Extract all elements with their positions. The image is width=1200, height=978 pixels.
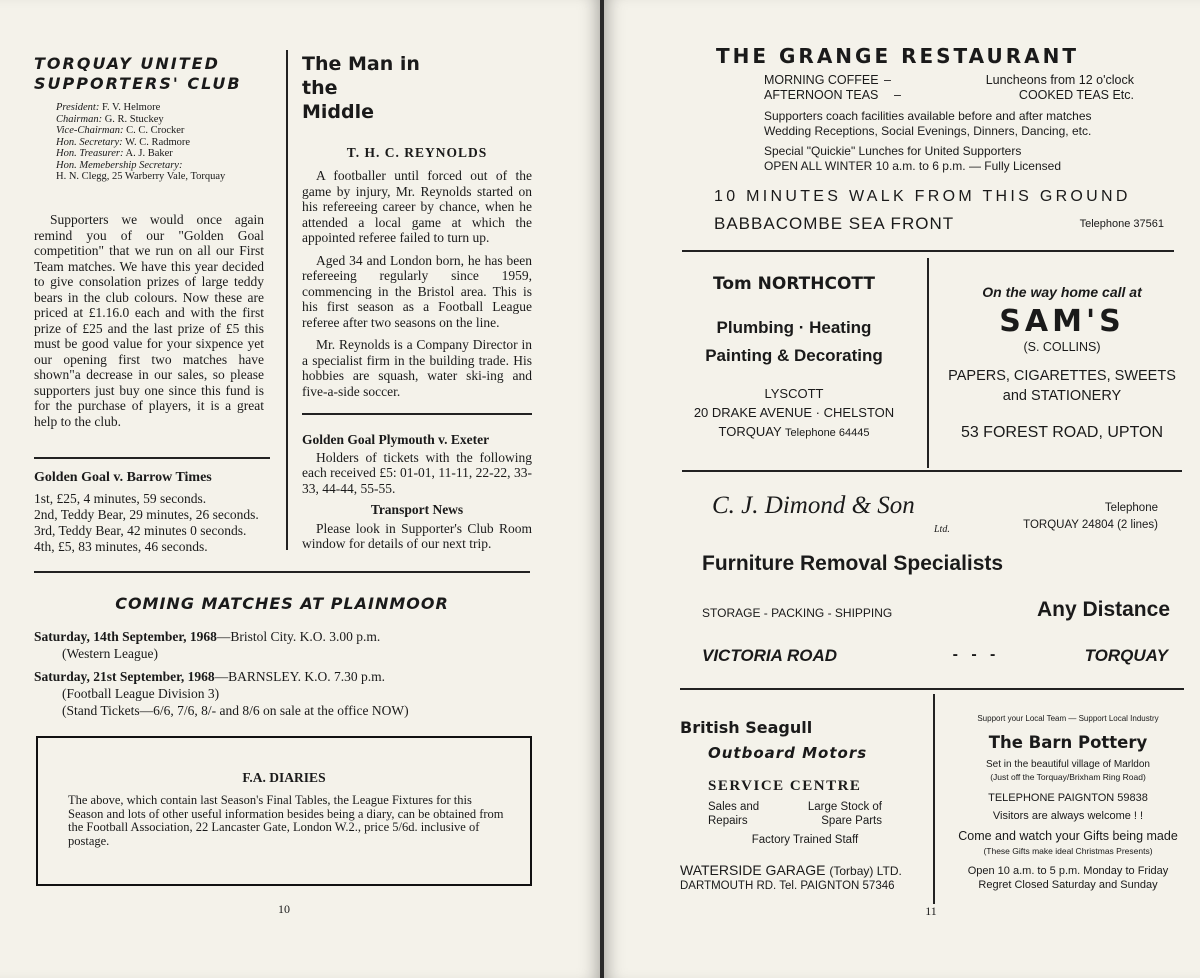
man-in-middle-title (302, 52, 502, 124)
match-note: (Stand Tickets—6/6, 7/6, 8/- and 8/6 on sale at the office NOW) (62, 703, 409, 718)
seagull-service: SERVICE CENTRE (708, 778, 862, 794)
divider (682, 250, 1174, 252)
officer-row (56, 114, 276, 126)
article-paragraph: Mr. Reynolds is a Company Director in a specialist firm in the building trade. His hobbies are squash, water ski-ing and five-a-side soccer. (302, 337, 532, 399)
sams-goods (934, 366, 1190, 406)
dimond-town: TORQUAY (1084, 646, 1168, 665)
page-number: 11 (925, 904, 937, 918)
grange-dash: – (884, 73, 891, 87)
seagull-garage-line (680, 862, 940, 878)
northcott-town: TORQUAY (718, 424, 782, 439)
divider (680, 688, 1184, 690)
grange-line (764, 73, 1134, 88)
man-in-middle-title-line3: Middle (302, 101, 375, 123)
barn-watch: Come and watch your Gifts being made (958, 829, 1178, 843)
match-detail: —Bristol City. K.O. 3.00 p.m. (216, 629, 381, 644)
plymouth-exeter (302, 432, 532, 496)
officer-name: A. J. Baker (125, 148, 173, 159)
sams-goods-line: PAPERS, CIGARETTES, SWEETS (948, 368, 1176, 384)
dimond-services: STORAGE - PACKING - SHIPPING (702, 606, 893, 620)
man-in-middle-title-line2: the (302, 77, 338, 99)
grange-location: BABBACOMBE SEA FRONT (714, 214, 955, 233)
officer-row (56, 137, 276, 149)
barrow-row: 1st, £25, 4 minutes, 59 seconds. (34, 491, 207, 506)
officer-name: C. C. Crocker (126, 125, 185, 136)
sams-title: SAM'S (999, 304, 1125, 339)
seagull-garage: WATERSIDE GARAGE (680, 862, 826, 878)
grange-line: Special "Quickie" Lunches for United Supporters (764, 144, 1022, 158)
fa-diaries-heading: F.A. DIARIES (242, 770, 326, 785)
divider (34, 457, 270, 459)
coming-matches-list (34, 628, 554, 719)
divider (682, 470, 1182, 472)
seagull-garage-sub: (Torbay) LTD. (829, 864, 902, 878)
supporters-club-title-line1: TORQUAY UNITED (34, 54, 220, 73)
seagull-stock-line: Large Stock of (807, 801, 882, 813)
supporters-club-title-line2: SUPPORTERS' CLUB (34, 74, 242, 93)
grange-line: Wedding Receptions, Social Evenings, Dinners, Dancing, etc. (764, 124, 1092, 138)
barrow-row: 3rd, Teddy Bear, 42 minutes 0 seconds. (34, 523, 247, 538)
golden-goal-notice: Supporters we would once again remind you of our "Golden Goal competition" that we run on all our First Team matches. We have this year decided to give consolation prizes of large teddy bears in the club colours. Now these are priced at £1.16.0 each and with the first prize of £25 and the last prize of £5 this must be good value for your sixpence yet our opening first two matches have shown"a decrease in our sales, so please supporters just buy one since this fund is for the purchase of players, it is a great help to the club. (34, 212, 264, 429)
barn-title: The Barn Pottery (988, 733, 1148, 752)
plymouth-heading: Golden Goal Plymouth v. Exeter (302, 432, 490, 447)
officer-name: G. R. Stuckey (104, 113, 164, 125)
northcott-town-line (664, 422, 924, 443)
dimond-road: VICTORIA ROAD (702, 646, 838, 665)
seagull-subtitle: Outboard Motors (708, 744, 868, 762)
match-date: Saturday, 14th September, 1968 (34, 629, 217, 644)
right-page (604, 0, 1200, 978)
man-in-middle-title-line1: The Man in (302, 53, 420, 75)
officer-row (56, 125, 276, 137)
grange-line: OPEN ALL WINTER 10 a.m. to 6 p.m. — Fully Licensed (764, 159, 1061, 173)
northcott-street: 20 DRAKE AVENUE · CHELSTON (693, 405, 895, 420)
plymouth-body: Holders of tickets with the following each received £5: 01-01, 11-11, 22-22, 33-33, 44-44, 55-55. (302, 449, 532, 496)
officer-role: Vice-Chairman: (56, 125, 124, 136)
transport-news (302, 502, 532, 552)
dimond-dashes: - - - (952, 646, 996, 663)
match-note: (Western League) (62, 646, 158, 661)
referee-article (302, 168, 532, 399)
northcott-title: Tom NORTHCOTT (713, 274, 875, 294)
sams-address: 53 FOREST ROAD, UPTON (960, 424, 1164, 441)
article-paragraph: Aged 34 and London born, he has been refereeing regularly since 1959, commencing in the Bristol area. This is his first season as a Football League referee after two seasons on the line. (302, 252, 532, 330)
grange-item: MORNING COFFEE (764, 73, 879, 87)
sams-goods-line: and STATIONERY (1002, 388, 1122, 404)
article-paragraph: A footballer until forced out of the game by injury, Mr. Reynolds started on his refereeing career by chance, when he attended a local game at which the appointed referee failed to turn up. (302, 168, 532, 245)
grange-details (764, 73, 1134, 174)
fa-diaries-body: The above, which contain last Season's Final Tables, the League Fixtures for this Season and lots of other useful information besides being a diary, can be obtained from the Football Association, 22 Lancaster Gate, London W.2., price 5/6d. inclusive of postage. (68, 793, 504, 848)
seagull-sales-line: Repairs (708, 815, 748, 827)
seagull-title: British Seagull (680, 718, 813, 737)
seagull-stock (790, 800, 882, 828)
dimond-tel-label: Telephone (1104, 502, 1158, 514)
northcott-services (664, 314, 924, 370)
match-row (34, 628, 554, 645)
barn-hours (940, 864, 1196, 892)
officers-list (56, 102, 276, 183)
transport-heading: Transport News (370, 502, 464, 517)
dimond-ltd: Ltd. (934, 524, 950, 535)
match-detail: —BARNSLEY. K.O. 7.30 p.m. (214, 669, 386, 684)
dimond-tel-number: TORQUAY 24804 (2 lines) (1023, 519, 1158, 531)
officer-name: W. C. Radmore (125, 136, 191, 148)
sams-owner: (S. COLLINS) (1023, 340, 1101, 354)
supporters-club-heading (34, 54, 274, 94)
barrow-row: 2nd, Teddy Bear, 29 minutes, 26 seconds. (34, 507, 259, 522)
transport-body: Please look in Supporter's Club Room window for details of our next trip. (302, 520, 532, 551)
seagull-sales (708, 800, 798, 828)
officer-role: Hon. Memebership Secretary: (56, 159, 183, 171)
fa-diaries-box (36, 736, 532, 886)
northcott-service-line: Plumbing · Heating (716, 318, 872, 337)
grange-item: AFTERNOON TEAS (764, 88, 879, 102)
barn-tagline: Support your Local Team — Support Local Industry (977, 714, 1159, 723)
barn-telephone: TELEPHONE PAIGNTON 59838 (988, 792, 1148, 804)
column-divider (286, 50, 288, 550)
seagull-staff: Factory Trained Staff (751, 834, 859, 846)
match-note: (Football League Division 3) (62, 686, 220, 701)
barn-hours-line: Regret Closed Saturday and Sunday (978, 879, 1158, 891)
seagull-sales-line: Sales and (708, 801, 760, 813)
officer-row (56, 102, 276, 114)
grange-line (764, 88, 1134, 103)
grange-walk: 10 MINUTES WALK FROM THIS GROUND (714, 188, 1131, 205)
grange-item: Luncheons from 12 o'clock (985, 73, 1134, 87)
divider (34, 571, 530, 573)
northcott-house: LYSCOTT (764, 386, 824, 401)
officer-name: F. V. Helmore (101, 102, 161, 113)
grange-line: Supporters coach facilities available before and after matches (764, 109, 1092, 123)
column-divider (933, 694, 935, 904)
membership-address: H. N. Clegg, 25 Warberry Vale, Torquay (56, 171, 226, 182)
officer-role: Hon. Treasurer: (56, 148, 124, 159)
barrow-heading: Golden Goal v. Barrow Times (34, 470, 212, 485)
officer-role: President: (56, 102, 100, 113)
grange-title: THE GRANGE RESTAURANT (716, 44, 1079, 68)
grange-item: COOKED TEAS Etc. (1018, 88, 1134, 102)
divider (302, 413, 532, 415)
officer-role: Hon. Secretary: (56, 136, 123, 148)
barn-location-line: (Just off the Torquay/Brixham Ring Road) (990, 772, 1146, 782)
dimond-name: C. J. Dimond & Son (712, 492, 915, 519)
match-row (34, 668, 554, 685)
officer-row (56, 148, 276, 160)
grange-telephone: Telephone 37561 (1079, 218, 1164, 230)
page-number: 10 (278, 902, 290, 916)
barrow-row: 4th, £5, 83 minutes, 46 seconds. (34, 539, 208, 554)
match-date: Saturday, 21st September, 1968 (34, 669, 215, 684)
dimond-headline: Furniture Removal Specialists (702, 552, 1004, 575)
seagull-stock-line: Spare Parts (821, 815, 882, 827)
golden-goal-barrow (34, 470, 270, 555)
seagull-address: DARTMOUTH RD. Tel. PAIGNTON 57346 (680, 880, 895, 892)
barn-xmas: (These Gifts make ideal Christmas Presents) (983, 846, 1153, 856)
referee-name: T. H. C. REYNOLDS (346, 145, 488, 160)
northcott-telephone: Telephone 64445 (785, 427, 870, 439)
column-divider (927, 258, 929, 468)
officer-row (56, 160, 276, 172)
dimond-distance: Any Distance (1036, 598, 1170, 621)
barn-hours-line: Open 10 a.m. to 5 p.m. Monday to Friday (967, 865, 1169, 877)
officer-role: Chairman: (56, 113, 103, 125)
northcott-service-line: Painting & Decorating (705, 346, 883, 365)
coming-matches-heading: COMING MATCHES AT PLAINMOOR (115, 594, 449, 613)
barn-location (940, 758, 1196, 784)
barn-visitors: Visitors are always welcome ! ! (992, 810, 1144, 822)
grange-dash: – (894, 88, 901, 102)
barn-location-line: Set in the beautiful village of Marldon (986, 759, 1150, 770)
sams-tagline: On the way home call at (982, 284, 1142, 300)
northcott-address (664, 384, 924, 443)
